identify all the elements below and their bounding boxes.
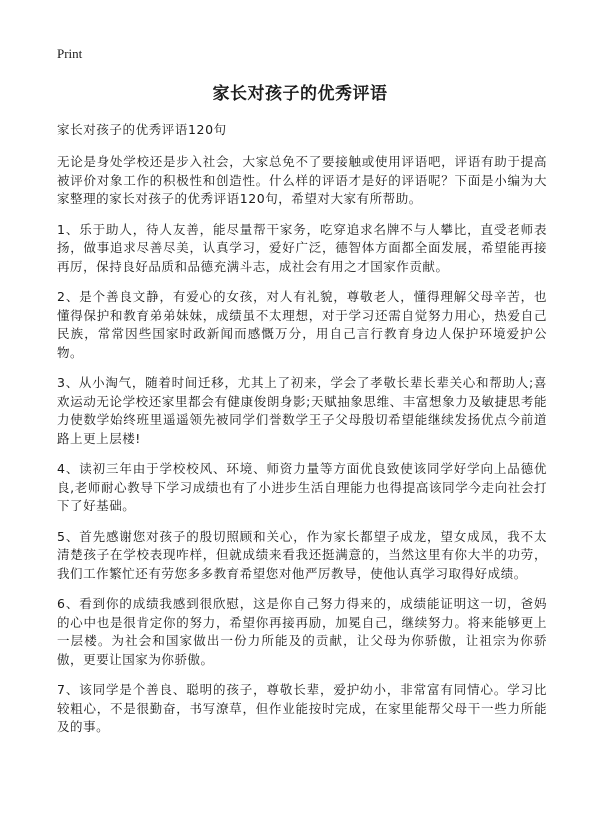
document-subtitle: 家长对孩子的优秀评语120句 (57, 122, 227, 137)
comment-paragraph-3: 3、从小淘气，随着时间迁移，尤其上了初来，学会了孝敬长辈长辈关心和帮助人;喜欢运动无论学校还家里都会有健康俊朗身影;天赋抽象思维、丰富想象力及敏捷思考能力使数学始终班里遥遥领先被同学们誉数学王子父母殷切希望能继续发扬优点今前道路上更上层楼! (57, 375, 547, 446)
print-link[interactable]: Print (57, 46, 83, 61)
document-body (57, 121, 547, 749)
comment-paragraph-1: 1、乐于助人，待人友善，能尽量帮干家务，吃穿追求名牌不与人攀比，直受老师表扬，做事追求尽善尽美，认真学习，爱好广泛，德智体方面都全面发展，希望能再接再厉，保持良好品质和品德充满斗志，成社会有用之才国家作贡献。 (57, 221, 547, 274)
comment-paragraph-4: 4、读初三年由于学校校风、环境、师资力量等方面优良致使该同学好学向上品德优良,老师耐心教导下学习成绩也有了小进步生活自理能力也得提高该同学今走向社会打下了好基础。 (57, 461, 547, 513)
comment-paragraph-5: 5、首先感谢您对孩子的殷切照顾和关心，作为家长都望子成龙，望女成凤，我不太清楚孩子在学校表现咋样，但就成绩来看我还挺满意的，当然这里有你大半的功劳，我们工作繁忙还有劳您多多教育希望您对他严厉教导，使他认真学习取得好成绩。 (57, 528, 547, 581)
comment-paragraph-7: 7、该同学是个善良、聪明的孩子，尊敬长辈，爱护幼小，非常富有同情心。学习比较粗心，不是很勤奋，书写潦草，但作业能按时完成，在家里能帮父母干一些力所能及的事。 (57, 682, 547, 734)
page-title: 家长对孩子的优秀评语 (212, 84, 388, 104)
intro-paragraph: 无论是身处学校还是步入社会，大家总免不了要接触或使用评语吧，评语有助于提高被评价对象工作的积极性和创造性。什么样的评语才是好的评语呢？下面是小编为大家整理的家长对孩子的优秀评语120句，希望对大家有所帮助。 (57, 154, 547, 206)
comment-paragraph-2: 2、是个善良文静，有爱心的女孩，对人有礼貌，尊敬老人，懂得理解父母辛苦，也懂得保护和教育弟弟妹妹，成绩虽不太理想，对于学习还需自觉努力用心，热爱自己民族，常常因些国家时政新闻而感慨万分，用自己言行教育身边人保护环境爱护公物。 (57, 289, 547, 360)
comment-paragraph-6: 6、看到你的成绩我感到很欣慰，这是你自己努力得来的，成绩能证明这一切，爸妈的心中也是很肯定你的努力，希望你再接再励，加冕自己，继续努力。将来能够更上一层楼。为社会和国家做出一份力所能及的贡献，让父母为你骄傲，让祖宗为你骄傲，更要让国家为你骄傲。 (57, 596, 547, 667)
